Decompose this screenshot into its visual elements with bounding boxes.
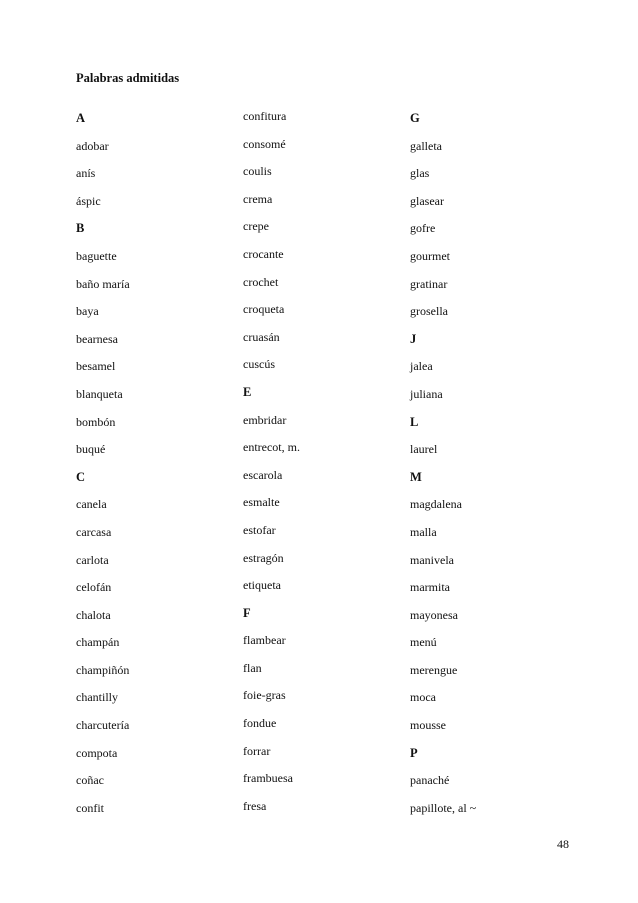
word-entry: coñac bbox=[76, 773, 104, 788]
word-entry: adobar bbox=[76, 138, 109, 153]
letter-heading: E bbox=[243, 384, 252, 399]
word-entry: crema bbox=[243, 191, 273, 206]
word-entry: coulis bbox=[243, 164, 272, 179]
word-entry: galleta bbox=[410, 138, 442, 153]
word-entry: croqueta bbox=[243, 302, 285, 317]
word-entry: estofar bbox=[243, 522, 276, 537]
word-entry: bombón bbox=[76, 414, 116, 429]
word-entry: fresa bbox=[243, 798, 267, 813]
word-entry: carlota bbox=[76, 552, 109, 567]
letter-heading: F bbox=[243, 605, 251, 620]
word-entry: papillote, al ~ bbox=[410, 800, 477, 815]
word-entry: confit bbox=[76, 800, 104, 815]
word-entry: consomé bbox=[243, 136, 286, 151]
word-entry: baño maría bbox=[76, 276, 130, 291]
letter-heading: J bbox=[410, 331, 417, 346]
word-entry: fondue bbox=[243, 716, 277, 731]
word-entry: mayonesa bbox=[410, 607, 458, 622]
word-entry: frambuesa bbox=[243, 771, 293, 786]
word-entry: blanqueta bbox=[76, 386, 123, 401]
page-number: 48 bbox=[557, 837, 569, 851]
word-entry: escarola bbox=[243, 467, 283, 482]
word-entry: forrar bbox=[243, 743, 271, 758]
word-entry: glas bbox=[410, 166, 430, 181]
word-entry: estragón bbox=[243, 550, 284, 565]
letter-heading: C bbox=[76, 469, 86, 484]
word-entry: champán bbox=[76, 635, 120, 650]
word-entry: confitura bbox=[243, 109, 287, 123]
word-entry: anís bbox=[76, 166, 96, 181]
word-entry: flan bbox=[243, 660, 262, 675]
word-column-2 bbox=[243, 108, 393, 825]
word-entry: glasear bbox=[410, 193, 444, 208]
letter-heading: P bbox=[410, 745, 418, 760]
word-entry: panaché bbox=[410, 773, 450, 788]
word-entry: celofán bbox=[76, 580, 112, 595]
letter-heading: M bbox=[410, 469, 422, 484]
word-entry: embridar bbox=[243, 412, 287, 427]
word-column-3 bbox=[410, 110, 580, 827]
word-entry: juliana bbox=[410, 386, 443, 401]
word-entry: gofre bbox=[410, 221, 436, 236]
word-entry: crocante bbox=[243, 246, 284, 261]
word-entry: crochet bbox=[243, 274, 279, 289]
word-entry: crepe bbox=[243, 219, 269, 234]
word-entry: jalea bbox=[410, 359, 433, 374]
word-entry: flambear bbox=[243, 633, 286, 648]
word-entry: baya bbox=[76, 304, 99, 319]
word-entry: baguette bbox=[76, 248, 117, 263]
word-entry: canela bbox=[76, 497, 107, 512]
word-entry: besamel bbox=[76, 359, 116, 374]
word-column-1 bbox=[76, 110, 226, 827]
page-title: Palabras admitidas bbox=[76, 71, 180, 85]
letter-heading: L bbox=[410, 414, 419, 429]
word-entry: magdalena bbox=[410, 497, 462, 512]
word-entry: chalota bbox=[76, 607, 111, 622]
word-entry: carcasa bbox=[76, 524, 112, 539]
word-entry: entrecot, m. bbox=[243, 440, 300, 455]
word-entry: áspic bbox=[76, 193, 101, 208]
word-entry: manivela bbox=[410, 552, 454, 567]
word-entry: menú bbox=[410, 635, 437, 650]
letter-heading: A bbox=[76, 111, 86, 125]
word-entry: esmalte bbox=[243, 495, 280, 510]
letter-heading: G bbox=[410, 111, 420, 125]
letter-heading: B bbox=[76, 221, 85, 236]
word-entry: merengue bbox=[410, 662, 458, 677]
word-entry: laurel bbox=[410, 442, 438, 457]
word-entry: bearnesa bbox=[76, 331, 118, 346]
word-entry: compota bbox=[76, 745, 118, 760]
word-entry: gratinar bbox=[410, 276, 448, 291]
word-entry: grosella bbox=[410, 304, 448, 319]
word-entry: gourmet bbox=[410, 248, 450, 263]
word-entry: charcutería bbox=[76, 718, 130, 733]
word-entry: cuscús bbox=[243, 357, 275, 372]
word-entry: buqué bbox=[76, 442, 106, 457]
word-entry: malla bbox=[410, 524, 437, 539]
word-entry: mousse bbox=[410, 718, 446, 733]
word-entry: moca bbox=[410, 690, 436, 705]
word-entry: etiqueta bbox=[243, 578, 281, 593]
word-entry: foie-gras bbox=[243, 688, 286, 703]
word-entry: chantilly bbox=[76, 690, 118, 705]
word-entry: marmita bbox=[410, 580, 450, 595]
word-entry: cruasán bbox=[243, 329, 280, 344]
word-entry: champiñón bbox=[76, 662, 130, 677]
